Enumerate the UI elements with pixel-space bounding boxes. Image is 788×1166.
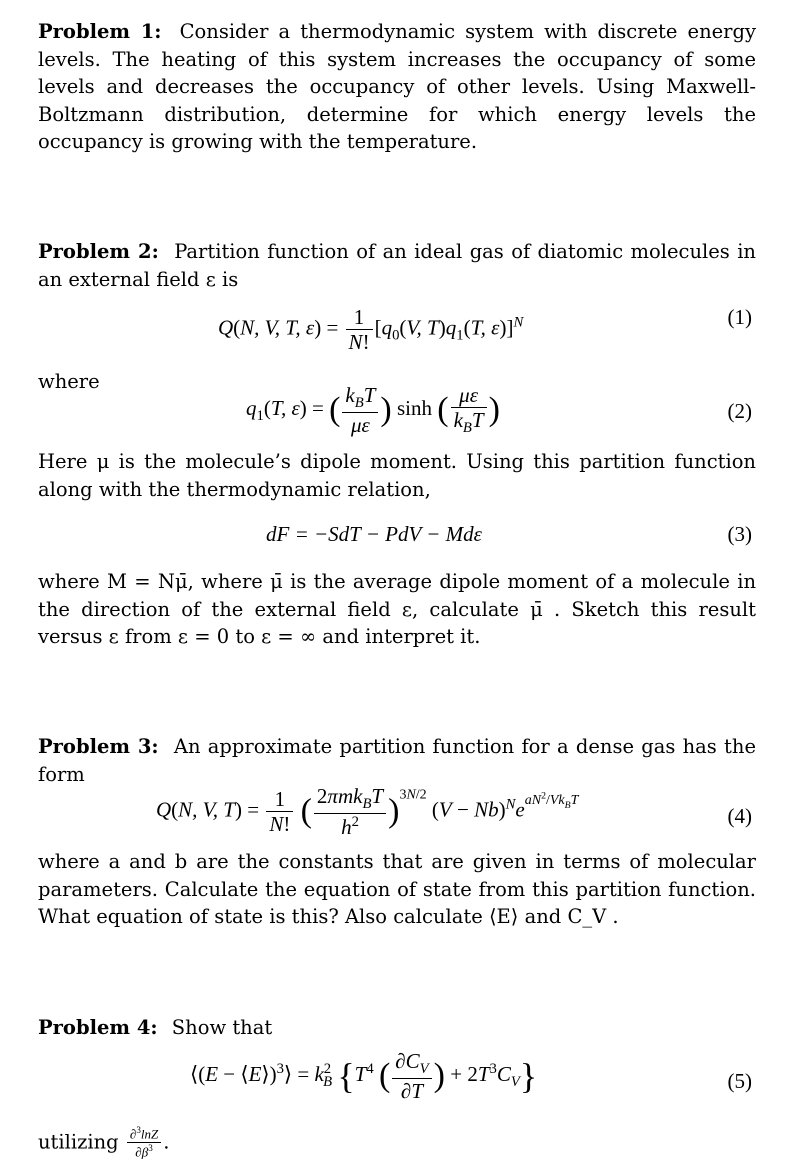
utilizing-derivative: $\frac{\partial^3\ln Z}{\partial\beta^3}$ — [127, 1125, 161, 1161]
equation-3 — [38, 522, 756, 572]
problem-1-paragraph — [38, 18, 756, 156]
problem-2-text-before: Partition function of an ideal gas of diatomic molecules in an external field ε is — [38, 240, 756, 291]
equation-1: Q(N, V, T, ε) = $\frac{1}{N!}$ [$q_0(V$, $T)q_1(T$, ε)]$^N$ (1) — [218, 305, 752, 355]
problem-3-text-before: An approximate partition function for a dense gas has the form — [38, 735, 756, 786]
equation-4: Q(N, V, T) = $\frac{1}{N!}$ ( $\frac{2\pi mk_BT}{h^2}$ )$^{3N/2}$ $(V - Nb)^Ne^{aN^2/Vk_BT}$ (4) — [156, 784, 752, 840]
problem-1-text: Consider a thermodynamic system with discrete energy levels. The heating of this system increases the occupancy of some levels and decreases the occupancy of other levels. Using Maxwell-Boltzmann distribution, determine for which energy levels the occupancy is growing with the temperature. — [38, 20, 756, 153]
equation-3-body: dF = −SdT − PdV − Mdε — [266, 522, 482, 546]
problem-4-utilizing: utilizing $\frac{\partial^3\ln Z}{\partial\beta^3}$ . — [38, 1125, 170, 1160]
problem-1-heading: Problem 1: — [38, 20, 162, 43]
problem-4-heading: Problem 4: — [38, 1016, 158, 1039]
equation-1-number: (1) — [727, 305, 752, 329]
equation-5-number: (5) — [727, 1069, 752, 1093]
equation-5: ⟨(E − ⟨E⟩)$^3$⟩ = $k^2_B$ {$T^4$ ( $\frac{\partial C_V}{\partial T}$ ) + $2T^3C_V$} (5) — [190, 1049, 752, 1104]
problem-3-heading: Problem 3: — [38, 735, 159, 758]
problem-2-after-text: where M = Nμ̄, where μ̄ is the average dipole moment of a molecule in the direction of the external field ε, calculate μ̄ . Sketch this result versus ε from ε = 0 to ε = ∞ and interpret it. — [38, 570, 756, 648]
problem-2-intro — [38, 238, 756, 293]
equation-3-number: (3) — [727, 522, 752, 546]
utilizing-label: utilizing — [38, 1130, 119, 1154]
equation-2: $q_1(T$, ε) = ( $\frac{k_BT}{\mu\varepsilon}$ ) sinh ( $\frac{\mu\varepsilon}{k_BT}$ ) (2) — [246, 383, 752, 438]
problem-2-here-text: Here μ is the molecule’s dipole moment. Using this partition function along with the thermodynamic relation, — [38, 450, 756, 501]
where-label: where — [38, 370, 100, 393]
problem-3-intro — [38, 733, 756, 788]
equation-2-number: (2) — [727, 399, 752, 423]
problem-3-after-text: where a and b are the constants that are given in terms of molecular parameters. Calculate the equation of state from this partition function. What equation of state is this? Also calculate ⟨E⟩ and C_V . — [38, 850, 756, 928]
problem-4-intro — [38, 1014, 756, 1042]
equation-4-number: (4) — [727, 804, 752, 828]
problem-4-text-before: Show that — [171, 1016, 273, 1039]
problem-2-heading: Problem 2: — [38, 240, 159, 263]
